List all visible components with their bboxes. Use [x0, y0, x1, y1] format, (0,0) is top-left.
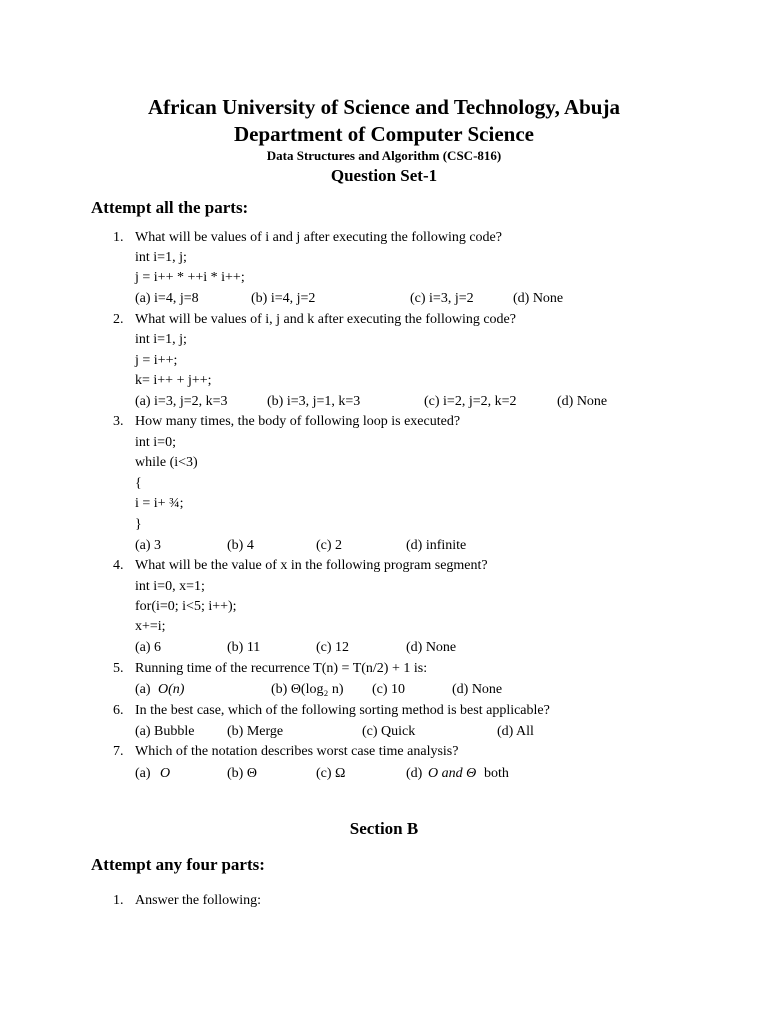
option-b: (b) 4 — [227, 538, 254, 553]
section-b-instruction: Attempt any four parts: — [91, 855, 265, 874]
code-line: int i=0; — [135, 435, 176, 450]
code-line: int i=0, x=1; — [135, 579, 205, 594]
code-line: x+=i; — [135, 619, 166, 634]
question-number: 1. — [113, 893, 124, 908]
option-d: (d) infinite — [406, 538, 467, 553]
question-number: 4. — [113, 558, 124, 573]
option-a: (a) 3 — [135, 538, 162, 553]
section-b-title: Section B — [349, 819, 419, 838]
question-text: Which of the notation describes worst case time analysis? — [135, 744, 459, 759]
code-line: int i=1, j; — [135, 250, 187, 265]
option-d: (d) All — [497, 724, 534, 739]
option-d: (d) None — [513, 291, 564, 306]
option-c: (c) 12 — [316, 640, 350, 655]
option-c: (c) Ω — [316, 766, 346, 781]
option-a: (a) Bubble — [135, 724, 195, 739]
question-number: 6. — [113, 703, 124, 718]
option-c: (c) i=3, j=2 — [410, 291, 474, 306]
option-a: (a) i=3, j=2, k=3 — [135, 394, 228, 409]
course-title: Data Structures and Algorithm (CSC-816) — [266, 148, 502, 163]
code-line: k= i++ + j++; — [135, 373, 212, 388]
question-text: What will be values of i and j after executing the following code? — [135, 230, 502, 245]
option-d: (d) None — [452, 682, 503, 697]
option-d-value: O and Θ — [428, 766, 477, 781]
option-d: (d) None — [406, 640, 457, 655]
question-number: 5. — [113, 661, 124, 676]
option-b: (b) Θ — [227, 766, 257, 781]
option-d: (d) None — [557, 394, 608, 409]
question-text: Running time of the recurrence T(n) = T(n/2) + 1 is: — [135, 661, 428, 676]
code-line: } — [135, 517, 142, 532]
department-title: Department of Computer Science — [234, 122, 534, 146]
question-text: Answer the following: — [135, 893, 261, 908]
section-a-instruction: Attempt all the parts: — [91, 198, 249, 217]
option-b: (b) i=3, j=1, k=3 — [267, 394, 361, 409]
question-number: 2. — [113, 312, 124, 327]
option-a: (a) — [135, 682, 151, 697]
question-number: 1. — [113, 230, 124, 245]
code-line: int i=1, j; — [135, 332, 187, 347]
code-line: { — [135, 476, 142, 491]
option-a: (a) — [135, 766, 151, 781]
code-line: j = i++ * ++i * i++; — [135, 270, 245, 285]
option-c: (c) 10 — [372, 682, 406, 697]
code-line: while (i<3) — [135, 455, 198, 470]
question-text: What will be values of i, j and k after executing the following code? — [135, 312, 516, 327]
question-text: How many times, the body of following loop is executed? — [135, 414, 461, 429]
question-text: What will be the value of x in the following program segment? — [135, 558, 488, 573]
option-d: (d) — [406, 766, 423, 781]
option-a: (a) i=4, j=8 — [135, 291, 199, 306]
option-c: (c) 2 — [316, 538, 343, 553]
university-title: African University of Science and Technology, Abuja — [148, 95, 620, 119]
option-b: (b) Θ(log₂ n) — [271, 682, 344, 697]
option-b: (b) i=4, j=2 — [251, 291, 316, 306]
option-c: (c) Quick — [362, 724, 416, 739]
option-c: (c) i=2, j=2, k=2 — [424, 394, 517, 409]
option-b: (b) Merge — [227, 724, 284, 739]
code-line: i = i+ ¾; — [135, 496, 184, 511]
option-b: (b) 11 — [227, 640, 261, 655]
code-line: for(i=0; i<5; i++); — [135, 599, 237, 614]
option-a: (a) 6 — [135, 640, 162, 655]
question-set-title: Question Set-1 — [330, 166, 438, 185]
option-a-value: O(n) — [158, 682, 185, 697]
question-number: 7. — [113, 744, 124, 759]
question-number: 3. — [113, 414, 124, 429]
question-text: In the best case, which of the following sorting method is best applicable? — [135, 703, 550, 718]
code-line: j = i++; — [135, 353, 178, 368]
option-d-suffix: both — [484, 766, 509, 781]
option-a-value: O — [160, 766, 171, 781]
